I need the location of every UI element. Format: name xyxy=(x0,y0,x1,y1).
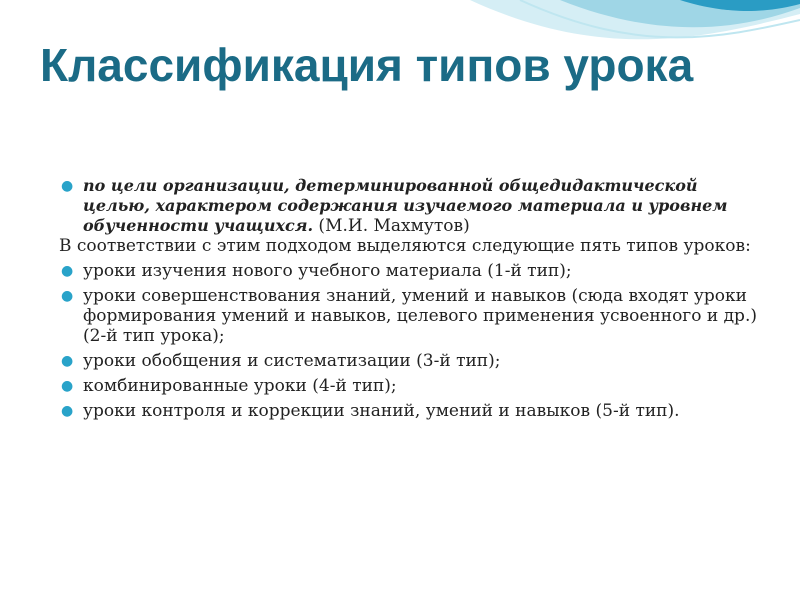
dot-icon: ● xyxy=(61,403,74,419)
list-item-text: уроки совершенствования знаний, умений и навыков (сюда входят уроки формирования умений и навыков, целевого применения усвоенного и др.) (2-й тип урока); xyxy=(83,286,757,346)
list-item-type-3 xyxy=(59,351,759,371)
slide-content xyxy=(59,176,759,421)
dot-icon: ● xyxy=(61,288,74,304)
intro-emphasis-text: по цели организации, детерминированной общедидактической целью, характером содержания изучаемого материала и уровнем обученности учащихся. xyxy=(83,176,728,235)
list-item-text: уроки контроля и коррекции знаний, умений и навыков (5-й тип). xyxy=(83,401,680,421)
types-intro-paragraph: В соответствии с этим подходом выделяются следующие пять типов уроков: xyxy=(59,236,751,256)
list-item-type-5 xyxy=(59,401,759,421)
dot-icon: ● xyxy=(61,353,74,369)
intro-item xyxy=(59,176,759,236)
list-item-type-1 xyxy=(59,261,759,281)
list-item-type-2 xyxy=(59,286,759,346)
list-item-text: уроки изучения нового учебного материала (1-й тип); xyxy=(83,261,572,281)
dot-icon: ● xyxy=(61,178,74,194)
list-item-text: уроки обобщения и систематизации (3-й тип); xyxy=(83,351,501,371)
list-item-type-4 xyxy=(59,376,759,396)
intro-author-text: (М.И. Махмутов) xyxy=(313,216,470,236)
dot-icon: ● xyxy=(61,378,74,394)
list-item-text: комбинированные уроки (4-й тип); xyxy=(83,376,397,396)
slide-title: Классификация типов урока xyxy=(40,39,694,91)
dot-icon: ● xyxy=(61,263,74,279)
